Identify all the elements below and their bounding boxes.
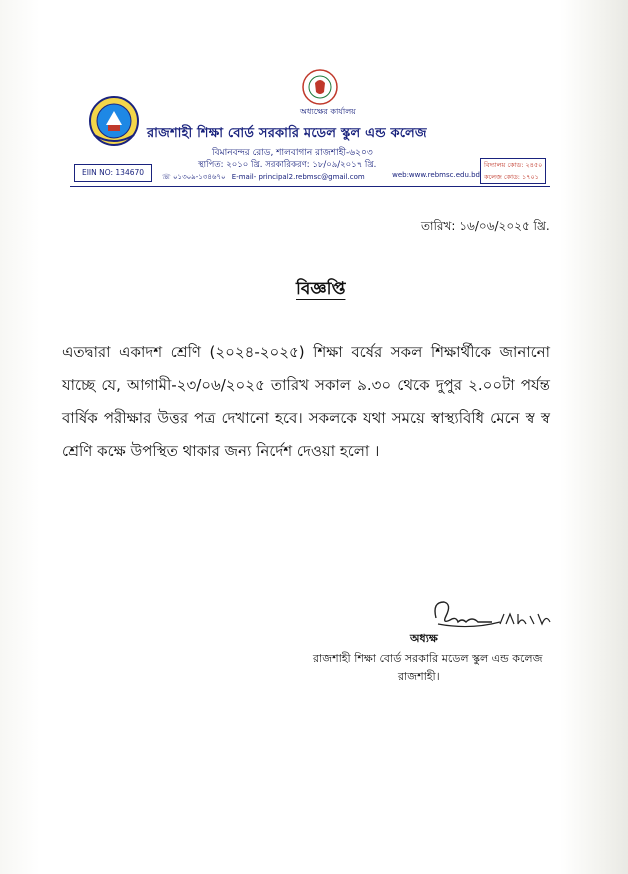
signatory-title: অধ্যক্ষ [410,632,438,645]
signatory-city: রাজশাহী। [398,670,440,683]
signatory-school: রাজশাহী শিক্ষা বোর্ড সরকারি মডেল স্কুল এন্ড কলেজ [313,652,543,665]
notice-body: এতদ্বারা একাদশ শ্রেণি (২০২৪-২০২৫) শিক্ষা বর্ষের সকল শিক্ষার্থীকে জানানো যাচ্ছে যে, আগামী-২৩/০৬/২০২৫ তারিখ সকাল ৯.৩০ থেকে দুপুর ২.০০টা পর্যন্ত বার্ষিক পরীক্ষার উত্তর পত্র দেখানো হবে। সকলকে যথা সময়ে স্বাস্থ্যবিধি মেনে স্ব স্ব শ্রেণি কক্ষে উপস্থিত থাকার জন্য নির্দেশ দেওয়া হলো । [62,343,550,460]
phone-number: ☏ ০১৩০৯-১৩৪৬৭০ [162,173,226,181]
notice-date: তারিখ: ১৬/০৬/২০২৫ খ্রি. [421,219,550,233]
contact-line [162,171,480,183]
school-code: বিদ্যালয় কোড: ২৪৫০ [484,161,543,169]
school-name-heading: রাজশাহী শিক্ষা বোর্ড সরকারি মডেল স্কুল এন্ড কলেজ [147,126,427,141]
eiin-number-box: EIIN NO: 134670 [74,164,152,182]
school-crest-logo [88,95,140,147]
government-seal-logo [301,68,339,106]
school-address: বিমানবন্দর রোড, শালবাগান রাজশাহী-৬২০৩ [212,148,373,158]
office-label: অধ্যক্ষের কার্যালয় [300,107,356,116]
email-address: E-mail- principal2.rebmsc@gmail.com [231,173,365,181]
established-info: স্থাপিত: ২০১০ খ্রি. সরকারিকরণ: ১৮/০৯/২০১৭ খ্রি. [198,160,377,170]
handwritten-signature [430,594,560,638]
college-code: কলেজ কোড: ১৭০১ [484,173,539,181]
website-address: web:www.rebmsc.edu.bd [392,171,480,179]
header-divider [70,186,550,187]
notice-title: বিজ্ঞপ্তি [296,279,346,299]
institution-codes-box [480,158,546,184]
